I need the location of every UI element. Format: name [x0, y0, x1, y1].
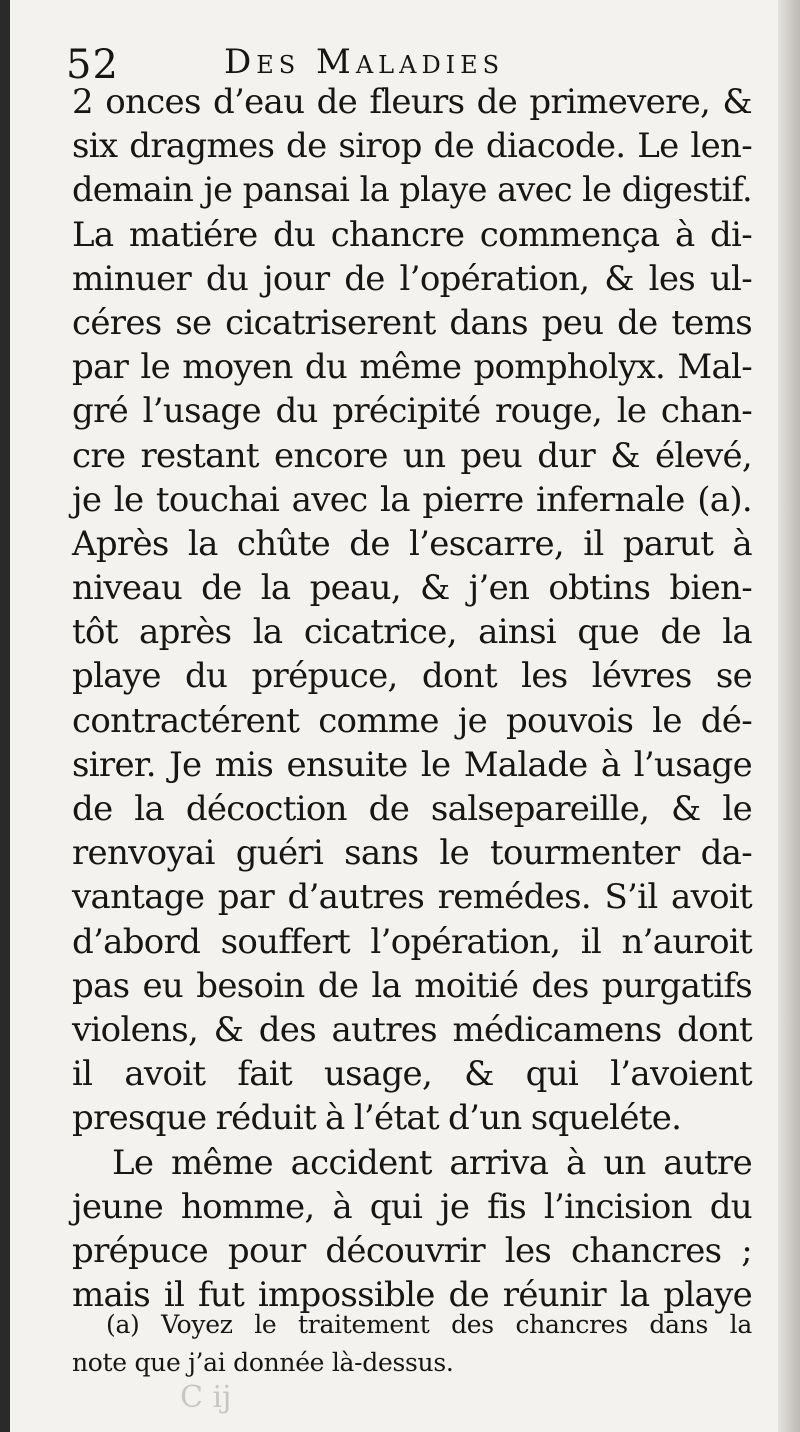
- text-line: niveau de la peau, & j’en obtins bien-: [72, 568, 752, 609]
- text-line: tôt après la cicatrice, ainsi que de la: [72, 612, 752, 653]
- page-number: 52: [66, 42, 119, 88]
- text-line: jeune homme, à qui je fis l’incision du: [72, 1186, 752, 1227]
- text-line: vantage par d’autres remédes. S’il avoit: [72, 877, 752, 918]
- text-line: renvoyai guéri sans le tourmenter da-: [72, 833, 752, 874]
- text-line: de la décoction de salsepareille, & le: [72, 789, 752, 829]
- text-line: contractérent comme je pouvois le dé-: [72, 700, 752, 741]
- paragraph-start-line: Le même accident arriva à un autre: [112, 1142, 752, 1183]
- text-line: La matiére du chancre commença à di-: [72, 214, 752, 255]
- footnote: [72, 1306, 752, 1382]
- bleed-through-signature: C ij: [180, 1380, 232, 1415]
- text-line: gré l’usage du précipité rouge, le chan-: [72, 391, 752, 432]
- text-line: Après la chûte de l’escarre, il parut à: [72, 523, 752, 564]
- text-line: je le touchai avec la pierre infernale (a).: [72, 479, 752, 520]
- text-line: d’abord souffert l’opération, il n’auroit: [72, 921, 752, 962]
- footnote-line: note que j’ai donnée là-dessus.: [72, 1348, 454, 1377]
- text-line: pas eu besoin de la moitié des purgatifs: [72, 965, 752, 1006]
- paragraph-end-line: presque réduit à l’état d’un squeléte.: [72, 1098, 682, 1139]
- text-line: 2 onces d’eau de fleurs de primevere, &: [72, 82, 752, 122]
- running-title: Des Maladies: [224, 42, 505, 82]
- footnote-line: (a) Voyez le traitement des chancres dans la: [106, 1310, 752, 1339]
- text-line: six dragmes de sirop de diacode. Le len-: [72, 126, 752, 167]
- page-right-edge: [778, 0, 800, 1432]
- text-line: il avoit fait usage, & qui l’avoient: [72, 1054, 752, 1095]
- text-line: demain je pansai la playe avec le digestif.: [72, 170, 752, 210]
- text-line: prépuce pour découvrir les chancres ;: [72, 1230, 752, 1271]
- text-line: céres se cicatriserent dans peu de tems: [72, 302, 752, 343]
- text-line: cre restant encore un peu dur & élevé,: [72, 435, 752, 476]
- text-line: sirer. Je mis ensuite le Malade à l’usage: [72, 744, 752, 785]
- text-line: violens, & des autres médicamens dont: [72, 1009, 752, 1050]
- text-line: playe du prépuce, dont les lévres se: [72, 656, 752, 697]
- body-text: [72, 80, 752, 1317]
- text-line: par le moyen du même pompholyx. Mal-: [72, 347, 752, 388]
- page-left-shadow: [0, 0, 10, 1432]
- text-line: minuer du jour de l’opération, & les ul-: [72, 258, 752, 299]
- text-line: mais il fut impossible de réunir la playe: [72, 1275, 752, 1316]
